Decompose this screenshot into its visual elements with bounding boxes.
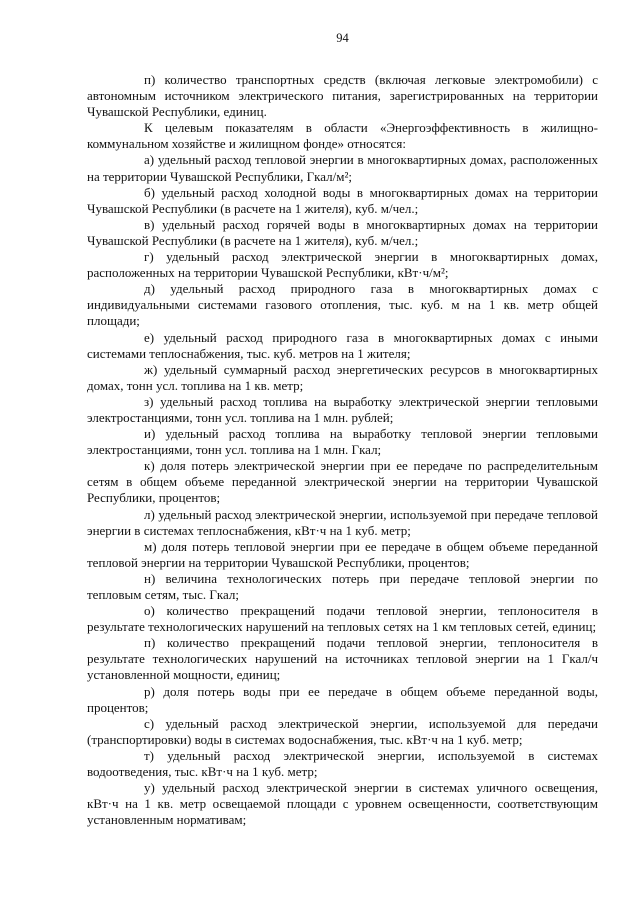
paragraph-p-source-outages: п) количество прекращений подачи тепловой энергии, теплоносителя в результате технологических нарушений на источниках тепловой энергии на 1 Гкал/ч установленной мощности, единиц; [87, 635, 598, 683]
body-text [87, 72, 598, 828]
paragraph-z-fuel-electricity: з) удельный расход топлива на выработку электрической энергии тепловыми электростанциями, тонн усл. топлива на 1 млн. рублей; [87, 393, 598, 425]
paragraph-t-wastewater-electricity: т) удельный расход электрической энергии, используемой в системах водоотведения, тыс. кВт·ч на 1 куб. метр; [87, 747, 598, 780]
paragraph-a-heat: а) удельный расход тепловой энергии в многоквартирных домах, расположенных на территории Чувашской Республики, Гкал/м²; [87, 152, 598, 184]
paragraph-i-fuel-heat: и) удельный расход топлива на выработку тепловой энергии тепловыми электростанциями, тонн усл. топлива на 1 млн. Гкал; [87, 426, 598, 458]
page-number: 94 [336, 31, 349, 45]
paragraph-e-gas-other: е) удельный расход природного газа в многоквартирных домах с иными системами теплоснабжения, тыс. куб. метров на 1 жителя; [87, 329, 598, 361]
paragraph-s-water-supply-electricity: с) удельный расход электрической энергии, используемой для передачи (транспортировки) воды в системах водоснабжения, тыс. кВт·ч на 1 куб. метр; [87, 715, 598, 747]
paragraph-k-electricity-losses: к) доля потерь электрической энергии при ее передаче по распределительным сетям в общем объеме переданной электрической энергии на территории Чувашской Республики, процентов; [87, 458, 598, 506]
paragraph-r-water-losses: р) доля потерь воды при ее передаче в общем объеме переданной воды, процентов; [87, 683, 598, 715]
paragraph-g-electricity: г) удельный расход электрической энергии в многоквартирных домах, расположенных на территории Чувашской Республики, кВт·ч/м²; [87, 249, 598, 281]
paragraph-o-network-outages: о) количество прекращений подачи тепловой энергии, теплоносителя в результате технологических нарушений на тепловых сетях на 1 км тепловых сетей, единиц; [87, 603, 598, 635]
paragraph-m-heat-losses: м) доля потерь тепловой энергии при ее передаче в общем объеме переданной тепловой энергии на территории Чувашской Республики, процентов; [87, 538, 598, 570]
paragraph-p-vehicles: п) количество транспортных средств (включая легковые электромобили) с автономным источником электрического питания, зарегистрированных на территории Чувашской Республики, единиц. [87, 72, 598, 120]
paragraph-u-street-lighting: у) удельный расход электрической энергии в системах уличного освещения, кВт·ч на 1 кв. метр освещаемой площади с уровнем освещенности, соответствующим установленным нормативам; [87, 780, 598, 828]
paragraph-b-cold-water: б) удельный расход холодной воды в многоквартирных домах на территории Чувашской Республики (в расчете на 1 жителя), куб. м/чел.; [87, 184, 598, 216]
paragraph-d-gas-individual: д) удельный расход природного газа в многоквартирных домах с индивидуальными системами газового отопления, тыс. куб. м на 1 кв. метр общей площади; [87, 281, 598, 329]
document-page [87, 30, 598, 828]
paragraph-l-heat-transfer-electricity: л) удельный расход электрической энергии, используемой при передаче тепловой энергии в системах теплоснабжения, кВт·ч на 1 куб. метр; [87, 506, 598, 538]
paragraph-v-hot-water: в) удельный расход горячей воды в многоквартирных домах на территории Чувашской Республики (в расчете на 1 жителя), куб. м/чел.; [87, 216, 598, 248]
paragraph-housing-intro: К целевым показателям в области «Энергоэффективность в жилищно-коммунальном хозяйстве и жилищном фонде» относятся: [87, 120, 598, 152]
paragraph-zh-total-energy: ж) удельный суммарный расход энергетических ресурсов в многоквартирных домах, тонн усл. топлива на 1 кв. метр; [87, 361, 598, 393]
paragraph-n-technological-losses: н) величина технологических потерь при передаче тепловой энергии по тепловым сетям, тыс. Гкал; [87, 570, 598, 602]
